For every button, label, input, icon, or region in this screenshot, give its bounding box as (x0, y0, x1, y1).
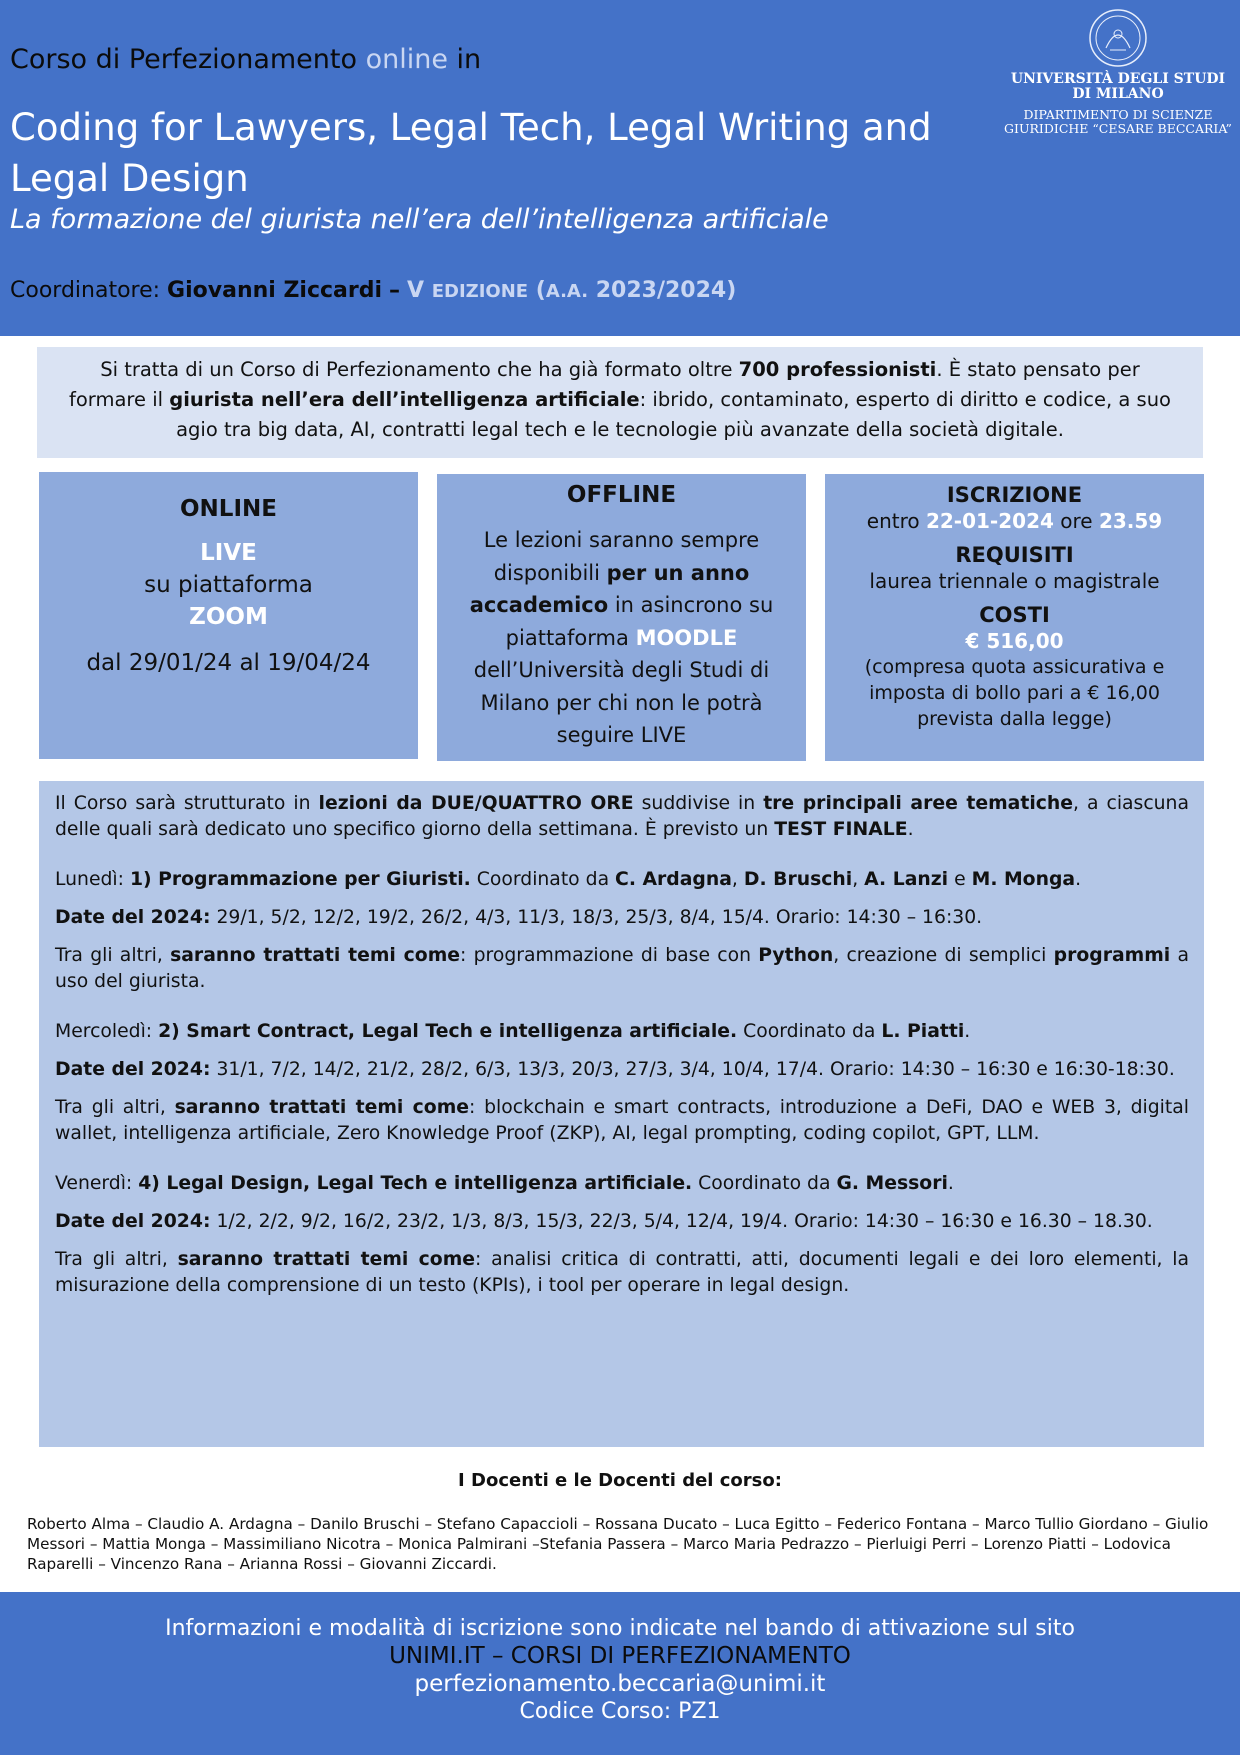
enrollment-box (825, 474, 1204, 761)
page-subtitle: La formazione del giurista nell’era dell’intelligenza artificiale (10, 204, 829, 235)
department-name: DIPARTIMENTO DI SCIENZE GIURIDICHE “CESARE BECCARIA” (1004, 107, 1232, 136)
university-seal-icon (1088, 8, 1148, 68)
intro-panel: Si tratta di un Corso di Perfezionamento che ha già formato oltre 700 professionisti. È stato pensato per formare il giurista nell’era dell’intelligenza artificiale: ibrido, contaminato, esperto di diritto e codice, a suo agio tra big data, AI, contratti legal tech e le tecnologie più avanzate della società digitale. (37, 347, 1203, 458)
online-highlight: online (365, 44, 448, 75)
coordinator-line: Coordinatore: Giovanni Ziccardi – V EDIZIONE (A.A. 2023/2024) (10, 278, 737, 303)
footer-info: Informazioni e modalità di iscrizione sono indicate nel bando di attivazione sul sito (165, 1616, 1075, 1641)
friday-topics: Tra gli altri, saranno trattati temi come: analisi critica di contratti, atti, documenti legali e dei loro elementi, la misurazione della comprensione di un testo (KPIs), i tool per operare in legal design. (55, 1249, 1189, 1296)
footer-banner (0, 1592, 1240, 1755)
price-note: (compresa quota assicurativa e imposta di bollo pari a € 16,00 prevista dalla legge) (864, 656, 1165, 730)
teachers-title: I Docenti e le Docenti del corso: (458, 1470, 782, 1491)
university-logo (1000, 8, 1236, 136)
offline-text: Le lezioni saranno sempre disponibili per un anno accademico in asincrono su piattaforma MOODLE dell’Università degli Studi di Milano per chi non le potrà seguire LIVE (469, 528, 774, 747)
page-title: Coding for Lawyers, Legal Tech, Legal Writing and Legal Design (10, 106, 932, 200)
wednesday-topics: Tra gli altri, saranno trattati temi come: blockchain e smart contracts, introduzione a DeFi, DAO e WEB 3, digital wallet, intelligenza artificiale, Zero Knowledge Proof (ZKP), AI, legal prompting, coding copilot, GPT, LLM. (55, 1097, 1189, 1144)
monday-dates: Date del 2024: 29/1, 5/2, 12/2, 19/2, 26/2, 4/3, 11/3, 18/3, 25/3, 8/4, 15/4. Orario: 14:30 – 16:30. (55, 907, 983, 928)
requisiti-title: REQUISITI (955, 543, 1074, 567)
program-intro: Il Corso sarà strutturato in lezioni da DUE/QUATTRO ORE suddivise in tre principali aree tematiche, a ciascuna delle quali sarà dedicato uno specifico giorno della settimana. È previsto un TEST FINALE. (55, 793, 1189, 840)
offline-box (437, 474, 806, 761)
online-box: ONLINE LIVE su piattaforma ZOOM dal 29/01/24 al 19/04/24 (39, 472, 418, 759)
coordinator-name: Giovanni Ziccardi (167, 278, 383, 303)
course-code: Codice Corso: PZ1 (519, 1699, 721, 1724)
wednesday-dates: Date del 2024: 31/1, 7/2, 14/2, 21/2, 28/2, 6/3, 13/3, 20/3, 27/3, 3/4, 10/4, 17/4. Orario: 14:30 – 16:30 e 16:30-18:30. (55, 1059, 1175, 1080)
online-dates: dal 29/01/24 al 19/04/24 (86, 650, 371, 676)
monday-topics: Tra gli altri, saranno trattati temi come: programmazione di base con Python, creazione di semplici programmi a uso del giurista. (55, 945, 1189, 992)
live-label: LIVE (200, 540, 257, 566)
course-type-line: Corso di Perfezionamento online in (10, 44, 482, 75)
friday-course: Venerdì: 4) Legal Design, Legal Tech e intelligenza artificiale. Coordinato da G. Messori. (55, 1173, 954, 1194)
monday-course: Lunedì: 1) Programmazione per Giuristi. Coordinato da C. Ardagna, D. Bruschi, A. Lanzi e M. Monga. (55, 869, 1082, 890)
footer-site-link[interactable]: UNIMI.IT – CORSI DI PERFEZIONAMENTO (389, 1643, 851, 1669)
program-panel (39, 781, 1204, 1447)
costi-title: COSTI (979, 603, 1050, 627)
footer-email-link[interactable]: perfezionamento.beccaria@unimi.it (414, 1671, 826, 1697)
header-banner (0, 0, 1240, 336)
requisiti-text: laurea triennale o magistrale (869, 569, 1160, 593)
wednesday-course: Mercoledì: 2) Smart Contract, Legal Tech e intelligenza artificiale. Coordinato da L. Piatti. (55, 1021, 971, 1042)
offline-title: OFFLINE (566, 482, 677, 508)
edition-label: V EDIZIONE (A.A. 2023/2024) (407, 278, 737, 303)
university-name: UNIVERSITÀ DEGLI STUDI DI MILANO (1010, 71, 1226, 102)
online-title: ONLINE (180, 496, 277, 522)
zoom-label: ZOOM (189, 604, 268, 630)
teachers-list: Roberto Alma – Claudio A. Ardagna – Danilo Bruschi – Stefano Capaccioli – Rossana Ducato – Luca Egitto – Federico Fontana – Marco Tullio Giordano – Giulio Messori – Mattia Monga – Massimiliano Nicotra – Monica Palmirani –Stefania Passera – Marco Maria Pedrazzo – Pierluigi Perri – Lorenzo Piatti – Lodovica Raparelli – Vincenzo Rana – Arianna Rossi – Giovanni Ziccardi. (27, 1515, 1209, 1573)
price: € 516,00 (965, 629, 1064, 653)
friday-dates: Date del 2024: 1/2, 2/2, 9/2, 16/2, 23/2, 1/3, 8/3, 15/3, 22/3, 5/4, 12/4, 19/4. Orario: 14:30 – 16:30 e 16.30 – 18.30. (55, 1211, 1153, 1232)
deadline: entro 22-01-2024 ore 23.59 (866, 509, 1163, 533)
moodle-label: MOODLE (635, 625, 738, 650)
iscrizione-title: ISCRIZIONE (946, 483, 1083, 507)
